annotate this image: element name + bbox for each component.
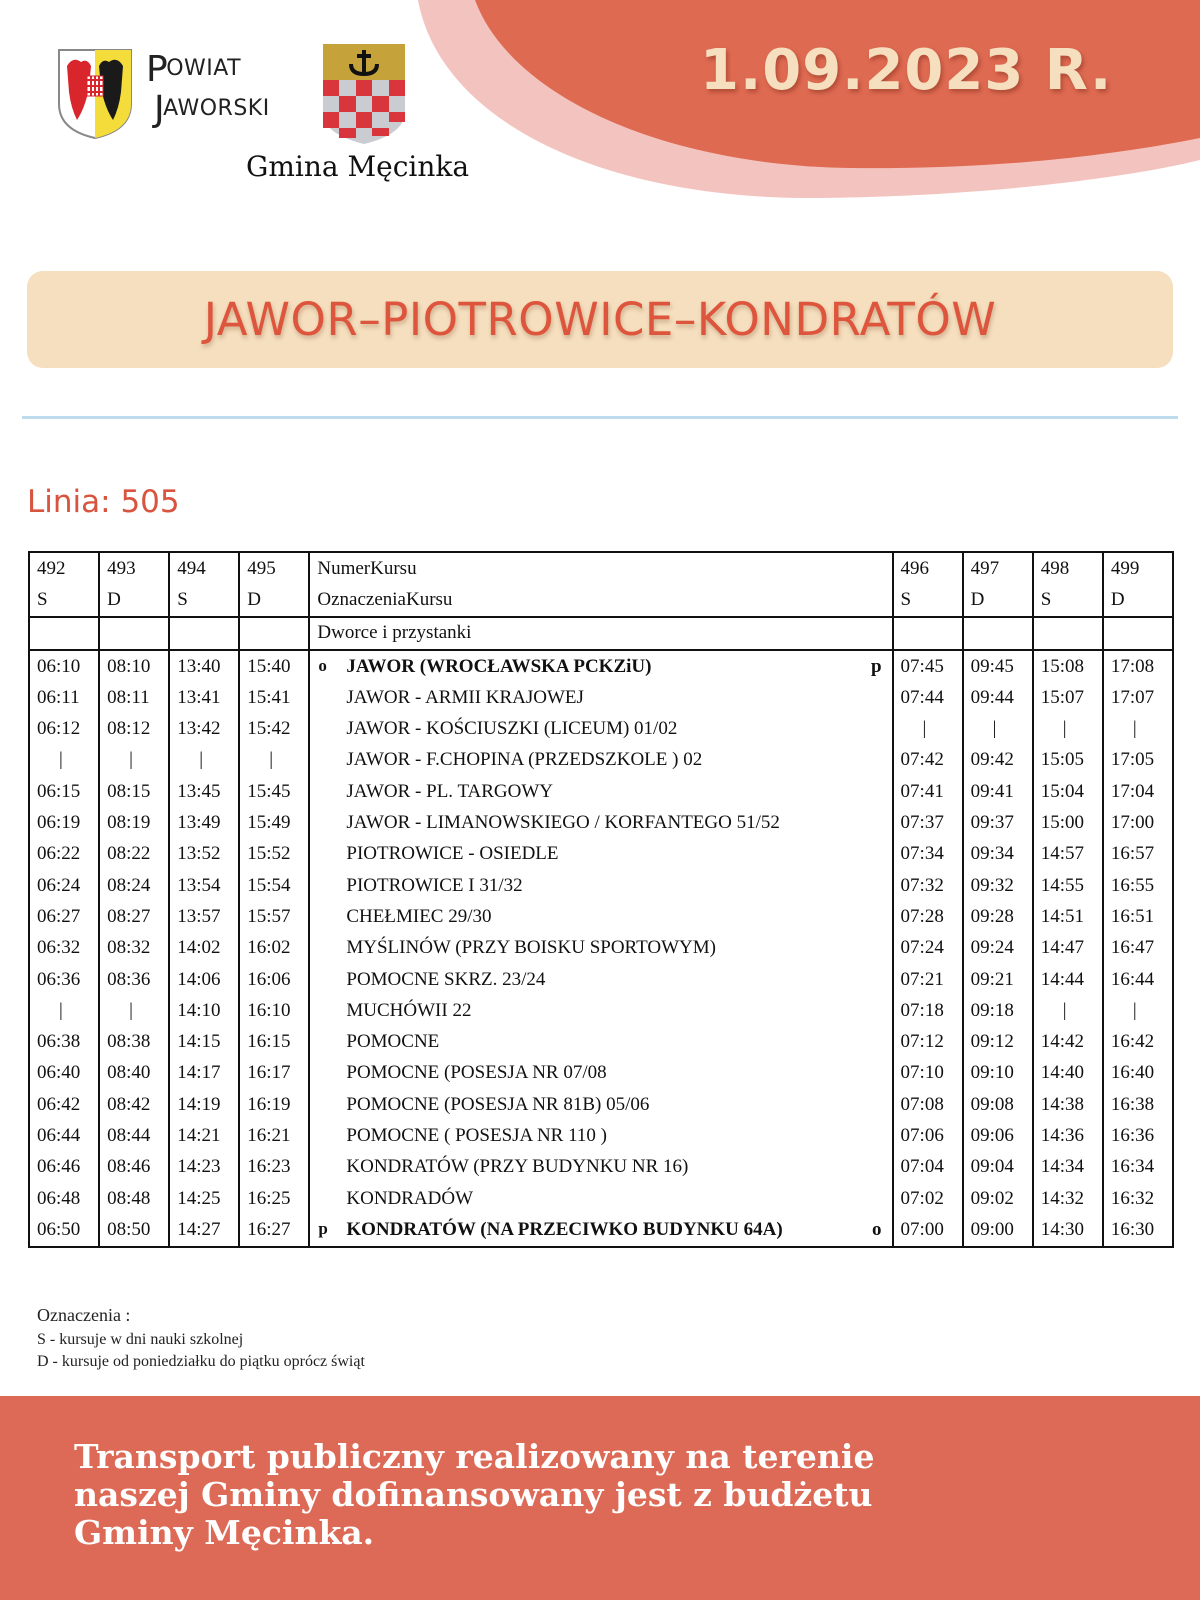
departure-time: 08:15 [99, 776, 169, 807]
departure-time: 07:28 [893, 901, 963, 932]
departure-time: 16:25 [239, 1183, 309, 1214]
stop-name-cell [309, 713, 892, 744]
departure-time: 08:12 [99, 713, 169, 744]
funding-note: Transport publiczny realizowany na terenie naszej Gminy dofinansowany jest z budżetu Gminy Męcinka. [74, 1437, 875, 1552]
stop-name: KONDRATÓW (NA PRZECIWKO BUDYNKU 64A) [346, 1218, 783, 1240]
stop-name: POMOCNE SKRZ. 23/24 [346, 968, 546, 990]
stop-name-cell [309, 933, 892, 964]
footer-banner [0, 1396, 1200, 1600]
timetable-row [29, 776, 1173, 807]
departure-time: 17:05 [1103, 745, 1173, 776]
departure-time [1033, 995, 1103, 1026]
departure-time: 14:10 [169, 995, 239, 1026]
course-number-row [29, 552, 1173, 584]
stop-name-cell [309, 1058, 892, 1089]
departure-time: 07:42 [893, 745, 963, 776]
stop-name-cell [309, 807, 892, 838]
departure-time: 09:06 [963, 1120, 1033, 1151]
departure-time: 07:04 [893, 1152, 963, 1183]
course-marking-row [29, 584, 1173, 616]
timetable-row [29, 1089, 1173, 1120]
departure-time: 16:36 [1103, 1120, 1173, 1151]
departure-time: 14:57 [1033, 839, 1103, 870]
stop-marker: p [318, 1218, 328, 1238]
course-mark: D [239, 584, 309, 616]
departure-time [99, 745, 169, 776]
departure-time: 06:32 [29, 933, 99, 964]
departure-time: 07:21 [893, 964, 963, 995]
departure-time: 15:52 [239, 839, 309, 870]
departure-time: 15:04 [1033, 776, 1103, 807]
stops-label: Dworce i przystanki [309, 617, 892, 650]
departure-time: 08:10 [99, 650, 169, 682]
effective-date: 1.09.2023 R. [700, 38, 1113, 103]
departure-time: 16:30 [1103, 1214, 1173, 1246]
powiat-jaworski-logo-text [146, 49, 270, 130]
departure-time: 14:19 [169, 1089, 239, 1120]
timetable [28, 551, 1174, 1248]
empty-cell [1033, 617, 1103, 650]
empty-cell [99, 617, 169, 650]
skip-marker: | [59, 999, 63, 1021]
departure-time: 14:47 [1033, 933, 1103, 964]
departure-time: 17:08 [1103, 650, 1173, 682]
departure-time: 13:49 [169, 807, 239, 838]
stops-header-row [29, 617, 1173, 650]
stop-name-cell [309, 745, 892, 776]
departure-time: 08:22 [99, 839, 169, 870]
departure-time [169, 745, 239, 776]
departure-time: 13:42 [169, 713, 239, 744]
departure-time: 06:27 [29, 901, 99, 932]
departure-time: 07:24 [893, 933, 963, 964]
departure-time: 09:24 [963, 933, 1033, 964]
course-mark: S [1033, 584, 1103, 616]
departure-time: 16:47 [1103, 933, 1173, 964]
timetable-row [29, 1058, 1173, 1089]
stop-name: POMOCNE [346, 1031, 440, 1053]
departure-time: 07:08 [893, 1089, 963, 1120]
departure-time: 09:10 [963, 1058, 1033, 1089]
departure-time: 09:44 [963, 682, 1033, 713]
departure-time [99, 995, 169, 1026]
legend-item-s: S - kursuje w dni nauki szkolnej [37, 1331, 244, 1348]
timetable-row [29, 995, 1173, 1026]
timetable-row [29, 1120, 1173, 1151]
departure-time: 08:27 [99, 901, 169, 932]
departure-time: 09:42 [963, 745, 1033, 776]
departure-time [1103, 995, 1173, 1026]
departure-time: 07:10 [893, 1058, 963, 1089]
departure-time: 09:21 [963, 964, 1033, 995]
course-number: 498 [1033, 552, 1103, 584]
departure-time: 16:55 [1103, 870, 1173, 901]
timetable-row [29, 839, 1173, 870]
departure-time: 07:02 [893, 1183, 963, 1214]
departure-time: 14:27 [169, 1214, 239, 1246]
course-number: 499 [1103, 552, 1173, 584]
powiat-jaworski-coat-of-arms-icon [57, 48, 133, 140]
departure-time: 14:40 [1033, 1058, 1103, 1089]
gmina-mecinka-name: Gmina Męcinka [246, 150, 470, 183]
departure-time: 08:44 [99, 1120, 169, 1151]
departure-time: 16:32 [1103, 1183, 1173, 1214]
empty-cell [239, 617, 309, 650]
timetable-row [29, 682, 1173, 713]
stop-name: POMOCNE ( POSESJA NR 110 ) [346, 1124, 607, 1146]
departure-time: 08:19 [99, 807, 169, 838]
stop-name-cell [309, 776, 892, 807]
departure-time: 14:42 [1033, 1026, 1103, 1057]
departure-time: 14:23 [169, 1152, 239, 1183]
skip-marker: | [1132, 999, 1137, 1021]
departure-time: 07:32 [893, 870, 963, 901]
departure-time: 06:19 [29, 807, 99, 838]
course-mark: D [963, 584, 1033, 616]
departure-time: 16:15 [239, 1026, 309, 1057]
departure-time: 16:21 [239, 1120, 309, 1151]
departure-time: 16:57 [1103, 839, 1173, 870]
course-number: 496 [893, 552, 963, 584]
timetable-row [29, 1183, 1173, 1214]
stop-name-cell [309, 1214, 892, 1246]
empty-cell [169, 617, 239, 650]
departure-time: 14:21 [169, 1120, 239, 1151]
departure-time: 14:36 [1033, 1120, 1103, 1151]
timetable-row [29, 807, 1173, 838]
course-mark: S [169, 584, 239, 616]
departure-time: 16:02 [239, 933, 309, 964]
departure-time: 07:18 [893, 995, 963, 1026]
departure-time: 13:52 [169, 839, 239, 870]
stop-name-cell [309, 1120, 892, 1151]
skip-marker: | [269, 749, 274, 771]
stop-name: JAWOR - PL. TARGOWY [346, 780, 554, 802]
departure-time: 14:06 [169, 964, 239, 995]
departure-time: 09:32 [963, 870, 1033, 901]
departure-time: 15:07 [1033, 682, 1103, 713]
stop-name-cell [309, 1026, 892, 1057]
timetable-row [29, 964, 1173, 995]
departure-time: 06:12 [29, 713, 99, 744]
route-banner [27, 271, 1173, 368]
departure-time: 08:48 [99, 1183, 169, 1214]
departure-time: 14:25 [169, 1183, 239, 1214]
departure-time: 14:17 [169, 1058, 239, 1089]
stop-name: POMOCNE (POSESJA NR 81B) 05/06 [346, 1093, 650, 1115]
departure-time: 06:24 [29, 870, 99, 901]
timetable-row [29, 1026, 1173, 1057]
stop-name-cell [309, 682, 892, 713]
line-number: Linia: 505 [27, 484, 180, 520]
departure-time: 15:05 [1033, 745, 1103, 776]
departure-time: 14:51 [1033, 901, 1103, 932]
departure-time: 06:42 [29, 1089, 99, 1120]
stop-name: PIOTROWICE - OSIEDLE [346, 843, 559, 865]
legend-item-d: D - kursuje od poniedziałku do piątku oprócz świąt [37, 1353, 365, 1370]
stop-name: JAWOR - LIMANOWSKIEGO / KORFANTEGO 51/52 [346, 812, 780, 834]
jaworski-initial: J [154, 89, 166, 130]
skip-marker: | [1132, 718, 1137, 740]
course-number: 492 [29, 552, 99, 584]
departure-time: 07:00 [893, 1214, 963, 1246]
departure-time: 06:48 [29, 1183, 99, 1214]
departure-time: 06:10 [29, 650, 99, 682]
stop-marker: o [872, 1218, 882, 1240]
timetable-row [29, 713, 1173, 744]
course-number: 494 [169, 552, 239, 584]
departure-time: 16:23 [239, 1152, 309, 1183]
skip-marker: | [922, 718, 927, 740]
departure-time: 16:06 [239, 964, 309, 995]
timetable-row [29, 745, 1173, 776]
course-number: 493 [99, 552, 169, 584]
stop-name-cell [309, 964, 892, 995]
skip-marker: | [992, 718, 997, 740]
departure-time [893, 713, 963, 744]
departure-time: 09:08 [963, 1089, 1033, 1120]
skip-marker: | [59, 749, 63, 771]
departure-time: 07:41 [893, 776, 963, 807]
skip-marker: | [1062, 718, 1067, 740]
departure-time: 16:34 [1103, 1152, 1173, 1183]
departure-time: 09:28 [963, 901, 1033, 932]
departure-time: 14:44 [1033, 964, 1103, 995]
departure-time: 08:42 [99, 1089, 169, 1120]
timetable-row [29, 650, 1173, 682]
departure-time: 15:40 [239, 650, 309, 682]
header-decoration [400, 0, 1200, 210]
divider [22, 416, 1178, 419]
departure-time: 13:41 [169, 682, 239, 713]
departure-time: 15:08 [1033, 650, 1103, 682]
departure-time: 17:04 [1103, 776, 1173, 807]
departure-time: 07:06 [893, 1120, 963, 1151]
departure-time: 13:40 [169, 650, 239, 682]
departure-time: 08:38 [99, 1026, 169, 1057]
departure-time: 09:02 [963, 1183, 1033, 1214]
departure-time: 08:50 [99, 1214, 169, 1246]
departure-time: 08:46 [99, 1152, 169, 1183]
course-number-label: NumerKursu [309, 552, 892, 584]
stop-name-cell [309, 839, 892, 870]
departure-time: 15:49 [239, 807, 309, 838]
stop-name: PIOTROWICE I 31/32 [346, 874, 523, 896]
departure-time [29, 745, 99, 776]
stop-name: JAWOR - ARMII KRAJOWEJ [346, 686, 584, 708]
departure-time [1103, 713, 1173, 744]
departure-time: 09:04 [963, 1152, 1033, 1183]
departure-time: 14:34 [1033, 1152, 1103, 1183]
course-number: 497 [963, 552, 1033, 584]
departure-time: 14:02 [169, 933, 239, 964]
empty-cell [893, 617, 963, 650]
departure-time: 17:07 [1103, 682, 1173, 713]
gmina-mecinka-coat-of-arms-icon [323, 44, 405, 144]
departure-time: 13:57 [169, 901, 239, 932]
legend [37, 1305, 365, 1375]
stop-name: CHEŁMIEC 29/30 [346, 905, 492, 927]
departure-time: 16:19 [239, 1089, 309, 1120]
departure-time: 16:42 [1103, 1026, 1173, 1057]
course-marking-label: OznaczeniaKursu [309, 584, 892, 616]
departure-time: 06:46 [29, 1152, 99, 1183]
stop-name: MUCHÓWII 22 [346, 999, 472, 1021]
stop-name: JAWOR (WROCŁAWSKA PCKZiU) [346, 655, 652, 677]
timetable-row [29, 1152, 1173, 1183]
stop-name-cell [309, 1089, 892, 1120]
course-number: 495 [239, 552, 309, 584]
departure-time: 06:15 [29, 776, 99, 807]
departure-time: 16:17 [239, 1058, 309, 1089]
timetable-row [29, 901, 1173, 932]
stop-name: KONDRADÓW [346, 1187, 474, 1209]
departure-time: 09:45 [963, 650, 1033, 682]
departure-time: 14:38 [1033, 1089, 1103, 1120]
stop-name: JAWOR - F.CHOPINA (PRZEDSZKOLE ) 02 [346, 749, 703, 771]
powiat-word: OWIAT [166, 56, 242, 81]
stop-name-cell [309, 995, 892, 1026]
departure-time: 06:11 [29, 682, 99, 713]
departure-time: 06:22 [29, 839, 99, 870]
jaworski-word: AWORSKI [163, 96, 270, 121]
departure-time: 16:40 [1103, 1058, 1173, 1089]
departure-time: 09:00 [963, 1214, 1033, 1246]
departure-time: 08:36 [99, 964, 169, 995]
departure-time: 07:45 [893, 650, 963, 682]
course-mark: D [1103, 584, 1173, 616]
departure-time: 15:45 [239, 776, 309, 807]
stop-name: POMOCNE (POSESJA NR 07/08 [346, 1062, 607, 1084]
departure-time: 06:40 [29, 1058, 99, 1089]
stop-name-cell [309, 1152, 892, 1183]
departure-time: 14:15 [169, 1026, 239, 1057]
stop-name-cell [309, 901, 892, 932]
departure-time: 06:38 [29, 1026, 99, 1057]
departure-time: 14:32 [1033, 1183, 1103, 1214]
departure-time: 14:55 [1033, 870, 1103, 901]
departure-time: 15:54 [239, 870, 309, 901]
skip-marker: | [199, 749, 203, 771]
departure-time: 09:41 [963, 776, 1033, 807]
powiat-initial: P [146, 49, 169, 90]
stop-name: KONDRATÓW (PRZY BUDYNKU NR 16) [346, 1156, 689, 1178]
stop-name: JAWOR - KOŚCIUSZKI (LICEUM) 01/02 [346, 718, 678, 740]
departure-time: 14:30 [1033, 1214, 1103, 1246]
departure-time: 16:10 [239, 995, 309, 1026]
skip-marker: | [129, 999, 133, 1021]
empty-cell [29, 617, 99, 650]
skip-marker: | [129, 749, 133, 771]
stop-name-cell [309, 650, 892, 682]
departure-time: 09:37 [963, 807, 1033, 838]
departure-time: 16:38 [1103, 1089, 1173, 1120]
departure-time [963, 713, 1033, 744]
departure-time: 08:32 [99, 933, 169, 964]
departure-time: 15:42 [239, 713, 309, 744]
departure-time: 09:34 [963, 839, 1033, 870]
departure-time: 06:50 [29, 1214, 99, 1246]
departure-time: 13:54 [169, 870, 239, 901]
course-mark: D [99, 584, 169, 616]
departure-time: 07:37 [893, 807, 963, 838]
departure-time: 08:11 [99, 682, 169, 713]
stop-name-cell [309, 1183, 892, 1214]
skip-marker: | [1062, 999, 1067, 1021]
empty-cell [963, 617, 1033, 650]
departure-time: 15:41 [239, 682, 309, 713]
departure-time [29, 995, 99, 1026]
departure-time: 07:44 [893, 682, 963, 713]
departure-time: 13:45 [169, 776, 239, 807]
empty-cell [1103, 617, 1173, 650]
departure-time: 06:36 [29, 964, 99, 995]
departure-time: 09:12 [963, 1026, 1033, 1057]
route-title: JAWOR–PIOTROWICE–KONDRATÓW [203, 293, 997, 346]
departure-time: 15:00 [1033, 807, 1103, 838]
stop-marker: o [318, 655, 327, 675]
stop-name-cell [309, 870, 892, 901]
legend-heading: Oznaczenia : [37, 1305, 131, 1325]
departure-time: 16:27 [239, 1214, 309, 1246]
departure-time: 16:51 [1103, 901, 1173, 932]
departure-time: 16:44 [1103, 964, 1173, 995]
timetable-row [29, 933, 1173, 964]
departure-time: 15:57 [239, 901, 309, 932]
timetable-row [29, 870, 1173, 901]
departure-time: 08:24 [99, 870, 169, 901]
departure-time: 09:18 [963, 995, 1033, 1026]
departure-time [239, 745, 309, 776]
departure-time: 07:34 [893, 839, 963, 870]
departure-time: 07:12 [893, 1026, 963, 1057]
departure-time [1033, 713, 1103, 744]
stop-marker: p [870, 655, 882, 677]
timetable-row [29, 1214, 1173, 1246]
course-mark: S [29, 584, 99, 616]
departure-time: 08:40 [99, 1058, 169, 1089]
course-mark: S [893, 584, 963, 616]
departure-time: 17:00 [1103, 807, 1173, 838]
stop-name: MYŚLINÓW (PRZY BOISKU SPORTOWYM) [346, 937, 716, 959]
departure-time: 06:44 [29, 1120, 99, 1151]
